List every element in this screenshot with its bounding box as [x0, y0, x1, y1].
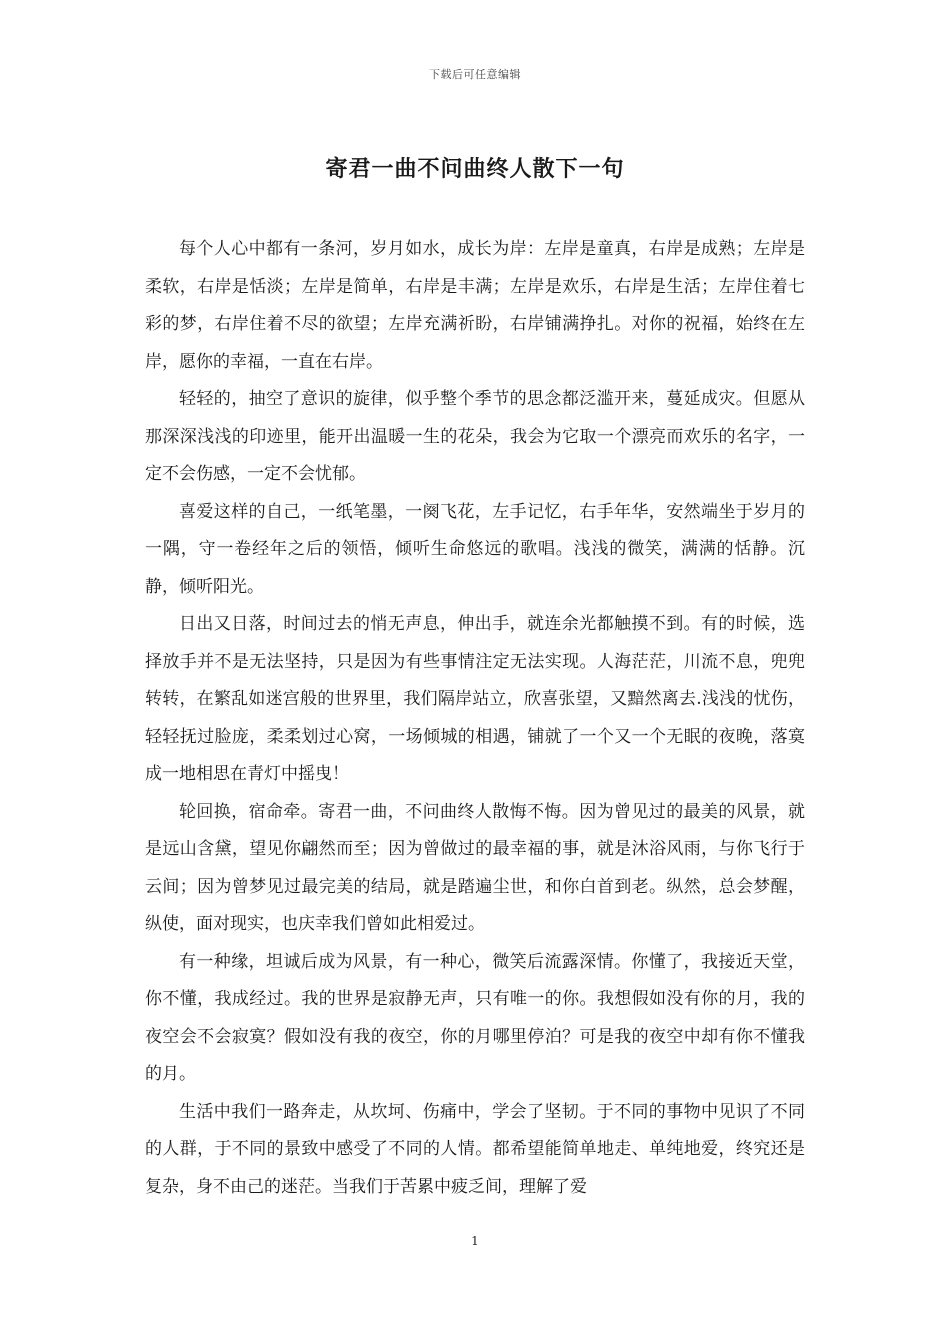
paragraph-5: 轮回换，宿命牵。寄君一曲，不问曲终人散悔不悔。因为曾见过的最美的风景，就是远山含黛，望见你翩然而至；因为曾做过的最幸福的事，就是沐浴风雨，与你飞行于云间；因为曾梦见过最完美的结局，就是踏遍尘世，和你白首到老。纵然，总会梦醒，纵使，面对现实，也庆幸我们曾如此相爱过。: [145, 801, 805, 934]
document-body: [145, 231, 805, 1206]
paragraph-2: 轻轻的，抽空了意识的旋律，似乎整个季节的思念都泛滥开来，蔓延成灾。但愿从那深深浅浅的印迹里，能开出温暖一生的花朵，我会为它取一个漂亮而欢乐的名字，一定不会伤感，一定不会忧郁。: [145, 389, 805, 484]
paragraph-4: 日出又日落，时间过去的悄无声息，伸出手，就连余光都触摸不到。有的时候，选择放手并不是无法坚持，只是因为有些事情注定无法实现。人海茫茫，川流不息，兜兜转转，在繁乱如迷宫般的世界里，我们隔岸站立，欣喜张望，又黯然离去.浅浅的忧伤，轻轻抚过脸庞，柔柔划过心窝，一场倾城的相遇，铺就了一个又一个无眠的夜晚，落寞成一地相思在青灯中摇曳！: [145, 614, 805, 784]
paragraph-1: 每个人心中都有一条河，岁月如水，成长为岸：左岸是童真，右岸是成熟；左岸是柔软，右岸是恬淡；左岸是简单，右岸是丰满；左岸是欢乐，右岸是生活；左岸住着七彩的梦，右岸住着不尽的欲望；左岸充满祈盼，右岸铺满挣扎。对你的祝福，始终在左岸，愿你的幸福，一直在右岸。: [145, 239, 805, 372]
header-note: 下载后可任意编辑: [429, 68, 521, 81]
paragraph-6: 有一种缘，坦诚后成为风景，有一种心，微笑后流露深情。你懂了，我接近天堂，你不懂，我成经过。我的世界是寂静无声，只有唯一的你。我想假如没有你的月，我的夜空会不会寂寞？假如没有我的夜空，你的月哪里停泊？可是我的夜空中却有你不懂我的月。: [145, 951, 805, 1084]
document-title: 寄君一曲不问曲终人散下一句: [325, 156, 625, 182]
paragraph-3: 喜爱这样的自己，一纸笔墨，一阕飞花，左手记忆，右手年华，安然端坐于岁月的一隅，守一卷经年之后的领悟，倾听生命悠远的歌唱。浅浅的微笑，满满的恬静。沉静，倾听阳光。: [145, 501, 805, 597]
page-number: 1: [471, 1234, 479, 1248]
paragraph-7: 生活中我们一路奔走，从坎坷、伤痛中，学会了坚韧。于不同的事物中见识了不同的人群，于不同的景致中感受了不同的人情。都希望能简单地走、单纯地爱，终究还是复杂，身不由己的迷茫。当我们于苦累中疲乏间，理解了爱: [145, 1101, 805, 1197]
